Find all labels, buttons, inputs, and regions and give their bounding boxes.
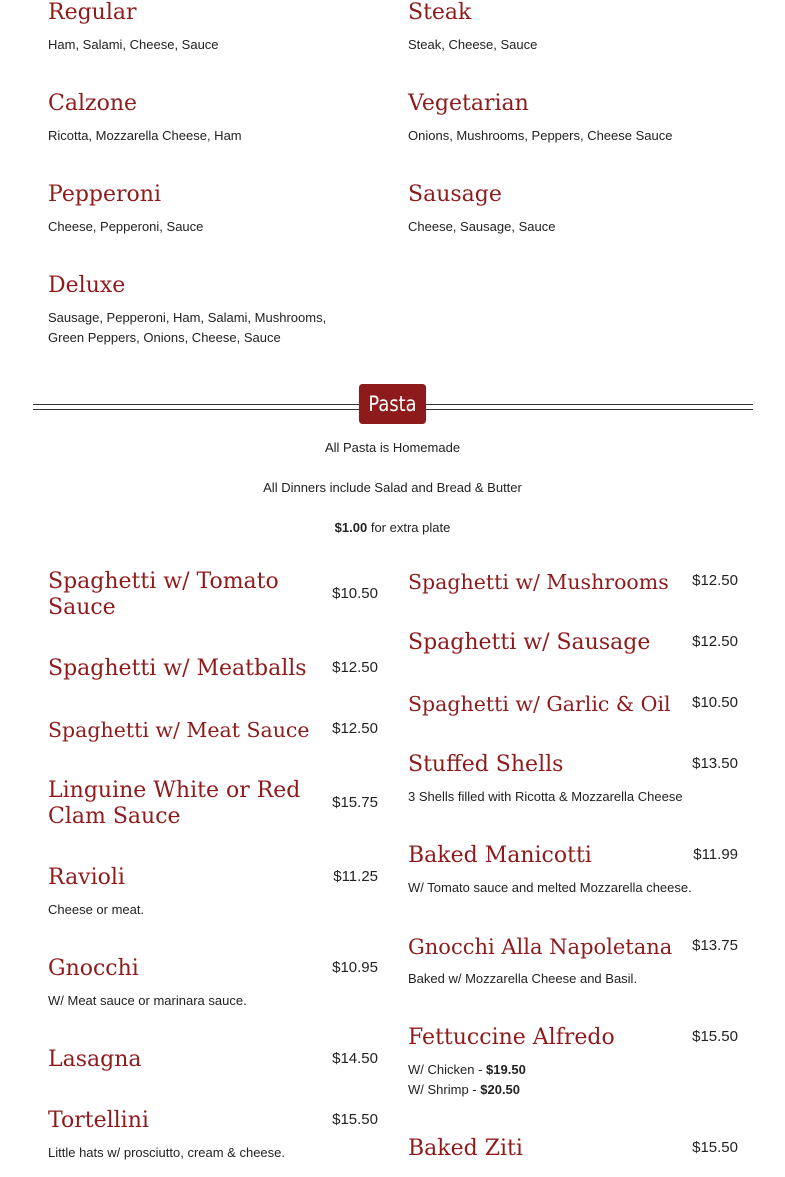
menu-item-price: $10.95 — [332, 959, 378, 976]
menu-item-name: Spaghetti w/ Tomato Sauce — [48, 569, 279, 620]
menu-item-price: $10.50 — [332, 585, 378, 602]
menu-item-name: Lasagna — [48, 1047, 142, 1072]
menu-item-description: 3 Shells filled with Ricotta & Mozzarella Cheese — [408, 789, 683, 804]
menu-item-name: Stuffed Shells — [408, 752, 564, 777]
menu-item-name: Spaghetti w/ Mushrooms — [408, 570, 669, 594]
menu-item-name: Vegetarian — [408, 91, 529, 116]
menu-item-price: $10.50 — [692, 694, 738, 711]
menu-item-price: $11.25 — [333, 868, 378, 885]
menu-item-name: Spaghetti w/ Meat Sauce — [48, 718, 310, 742]
menu-item-name: Baked Ziti — [408, 1136, 523, 1161]
menu-item-description: Cheese or meat. — [48, 902, 145, 917]
option-price: $19.50 — [486, 1062, 526, 1077]
menu-item-description: Little hats w/ prosciutto, cream & cheese. — [48, 1145, 285, 1160]
menu-item-description: Baked w/ Mozzarella Cheese and Basil. — [408, 971, 638, 986]
menu-item-price: $13.50 — [692, 755, 738, 772]
menu-item-price: $12.50 — [332, 659, 378, 676]
pasta-note-dinners: All Dinners include Salad and Bread & Butter — [263, 480, 522, 495]
menu-item-description: Cheese, Sausage, Sauce — [408, 219, 556, 234]
menu-item-name: Sausage — [408, 182, 502, 207]
menu-item-description: W/ Meat sauce or marinara sauce. — [48, 993, 247, 1008]
menu-item-price: $15.50 — [692, 1028, 738, 1045]
option-label: W/ Shrimp - — [408, 1082, 477, 1097]
menu-item-description: Steak, Cheese, Sauce — [408, 37, 538, 52]
menu-item-name: Tortellini — [48, 1108, 149, 1133]
menu-item-option-chicken — [408, 1060, 526, 1080]
menu-item-price: $15.50 — [332, 1111, 378, 1128]
menu-item-name: Steak — [408, 0, 472, 25]
menu-item-name: Gnocchi — [48, 956, 139, 981]
menu-item-name: Spaghetti w/ Meatballs — [48, 656, 307, 681]
menu-item-name: Regular — [48, 0, 137, 25]
menu-item-name: Deluxe — [48, 273, 126, 298]
menu-item-description: Sausage, Pepperoni, Ham, Salami, Mushrooms, — [48, 310, 327, 325]
menu-item-description: Ham, Salami, Cheese, Sauce — [48, 37, 219, 52]
pasta-note-extra-plate — [0, 518, 785, 538]
menu-item-description: Cheese, Pepperoni, Sauce — [48, 219, 204, 234]
menu-item-description: W/ Tomato sauce and melted Mozzarella cheese. — [408, 880, 692, 895]
option-price: $20.50 — [480, 1082, 521, 1097]
menu-item-option-shrimp — [408, 1080, 520, 1100]
menu-item-name: Fettuccine Alfredo — [408, 1025, 615, 1050]
menu-item-price: $12.50 — [692, 633, 738, 650]
option-label: W/ Chicken - — [408, 1062, 483, 1077]
pasta-note-homemade: All Pasta is Homemade — [324, 440, 461, 455]
menu-item-name: Gnocchi Alla Napoletana — [408, 935, 673, 959]
menu-item-price: $11.99 — [693, 846, 738, 863]
extra-plate-price: $1.00 — [334, 520, 368, 535]
menu-item-price: $15.50 — [692, 1139, 738, 1156]
extra-plate-text: for extra plate — [370, 520, 451, 535]
menu-item-description: Green Peppers, Onions, Cheese, Sauce — [48, 330, 281, 345]
section-title: Pasta — [359, 384, 426, 424]
menu-item-name: Baked Manicotti — [408, 843, 592, 868]
menu-item-name: Spaghetti w/ Garlic & Oil — [408, 692, 671, 716]
menu-item-description: Onions, Mushrooms, Peppers, Cheese Sauce — [408, 128, 673, 143]
menu-item-name: Spaghetti w/ Sausage — [408, 630, 651, 655]
menu-item-price: $12.50 — [332, 720, 378, 737]
menu-item-name: Calzone — [48, 91, 138, 116]
menu-item-description: Ricotta, Mozzarella Cheese, Ham — [48, 128, 242, 143]
menu-item-price: $12.50 — [692, 572, 738, 589]
menu-item-name: Ravioli — [48, 865, 125, 890]
menu-item-price: $15.75 — [332, 794, 378, 811]
menu-item-name: Pepperoni — [48, 182, 161, 207]
menu-item-name: Linguine White or Red Clam Sauce — [48, 778, 301, 829]
menu-item-price: $13.75 — [692, 937, 738, 954]
menu-item-price: $14.50 — [332, 1050, 378, 1067]
